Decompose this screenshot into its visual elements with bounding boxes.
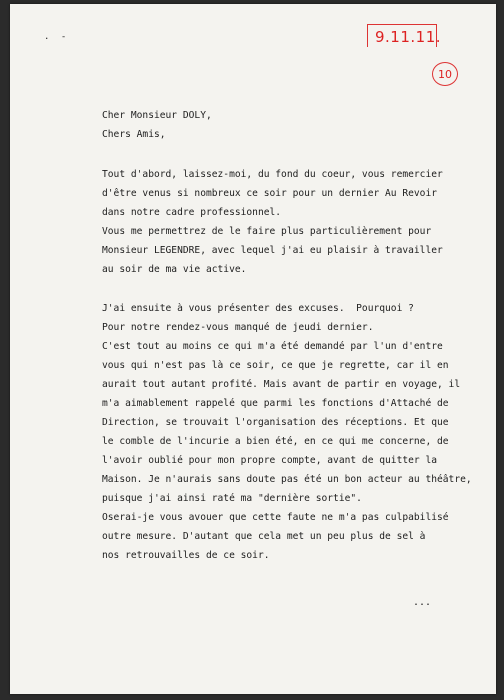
handwritten-date: 9.11.11.	[375, 28, 442, 46]
salutation-line: Cher Monsieur DOLY,	[102, 110, 212, 121]
text-line: Vous me permettrez de le faire plus particulièrement pour	[102, 226, 432, 237]
text-line: m'a aimablement rappelé que parmi les fonctions d'Attaché de	[102, 398, 449, 409]
text-line: nos retrouvailles de ce soir.	[102, 550, 270, 561]
text-line: C'est tout au moins ce qui m'a été demandé par l'un d'entre	[102, 341, 443, 352]
text-line: Maison. Je n'aurais sans doute pas été un bon acteur au théâtre,	[102, 474, 472, 485]
text-line: Pour notre rendez-vous manqué de jeudi dernier.	[102, 322, 374, 333]
text-line: puisque j'ai ainsi raté ma "dernière sortie".	[102, 493, 362, 504]
text-line: outre mesure. D'autant que cela met un peu plus de sel à	[102, 531, 426, 542]
text-line: au soir de ma vie active.	[102, 264, 247, 275]
corner-marks: . -	[44, 32, 70, 42]
text-line: Tout d'abord, laissez-moi, du fond du coeur, vous remercier	[102, 169, 443, 180]
text-line: le comble de l'incurie a bien été, en ce qui me concerne, de	[102, 436, 449, 447]
text-line: Oserai-je vous avouer que cette faute ne m'a pas culpabilisé	[102, 512, 449, 523]
text-line: dans notre cadre professionnel.	[102, 207, 282, 218]
page-number: 10	[438, 67, 452, 81]
page-number-circle	[432, 62, 458, 86]
text-line: d'être venus si nombreux ce soir pour un dernier Au Revoir	[102, 188, 438, 199]
text-line: Monsieur LEGENDRE, avec lequel j'ai eu plaisir à travailler	[102, 245, 443, 256]
text-line: vous qui n'est pas là ce soir, ce que je regrette, car il en	[102, 360, 449, 371]
salutation-line: Chers Amis,	[102, 129, 166, 140]
text-line: J'ai ensuite à vous présenter des excuses. Pourquoi ?	[102, 303, 414, 314]
text-line: aurait tout autant profité. Mais avant de partir en voyage, il	[102, 379, 461, 390]
continuation-mark: ...	[413, 597, 432, 608]
text-line: Direction, se trouvait l'organisation des réceptions. Et que	[102, 417, 449, 428]
text-line: l'avoir oublié pour mon propre compte, avant de quitter la	[102, 455, 438, 466]
letter-body	[102, 106, 482, 565]
